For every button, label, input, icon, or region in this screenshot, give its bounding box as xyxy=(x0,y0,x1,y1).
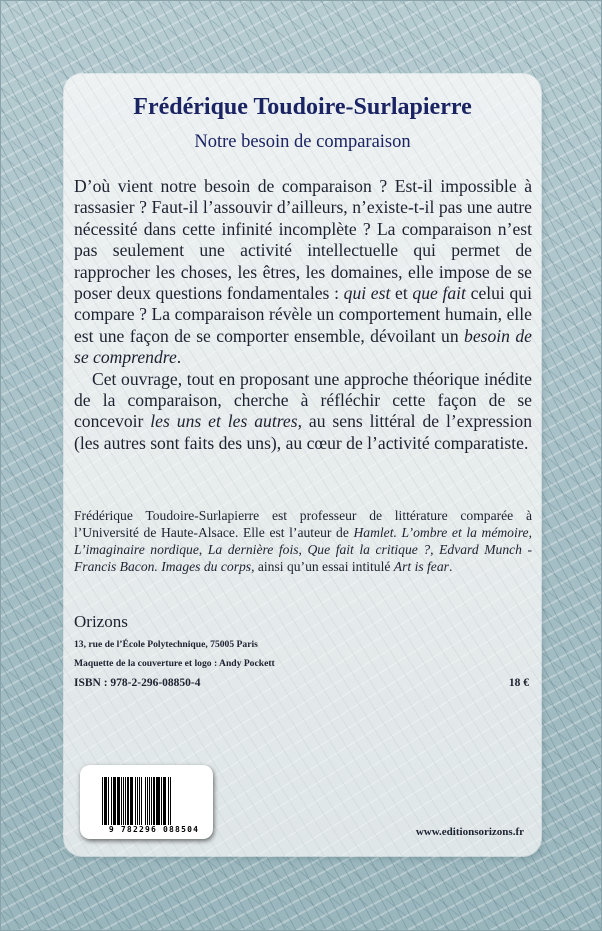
text-run: D’où vient notre besoin de comparaison ? Est-il impossible à rassasier ? Faut-il l’assouvir d’ailleurs, n’existe-t-il pas une autre nécessité dans cette infinité incomplète ? La comparaison n’est pas seulement une activité intellectuelle qui permet de rapprocher les choses, les êtres, les domaines, elle impose de se poser deux questions fondamentales : xyxy=(74,176,532,304)
author-bio-text xyxy=(74,507,532,575)
text-run: . xyxy=(448,559,453,574)
italic-text: La dernière fois xyxy=(207,542,299,557)
italic-text: que fait xyxy=(412,283,466,304)
text-run: , au sens littéral de l’expression (les autres sont faits des uns), au cœur de l’activité comparatiste. xyxy=(74,411,533,453)
publisher-name: Orizons xyxy=(74,612,128,631)
text-run: Cet ouvrage, tout en proposant une approche théorique inédite de la comparaison, cherche à réfléchir cette façon de se concevoir xyxy=(74,368,532,432)
isbn: ISBN : 978-2-296-08850-4 xyxy=(74,677,201,689)
italic-text: Que fait la critique ? xyxy=(307,542,431,557)
cover-credits: Maquette de la couverture et logo : Andy Pockett xyxy=(74,658,275,669)
italic-text: Art is fear xyxy=(393,559,449,574)
text-run: , xyxy=(298,542,308,557)
text-run: , xyxy=(198,542,208,557)
text-run: , ainsi qu’un essai intitulé xyxy=(251,559,394,574)
barcode xyxy=(80,765,213,839)
italic-text: besoin de se comprendre xyxy=(74,325,532,368)
text-run: , xyxy=(528,525,532,540)
blurb-paragraph-2 xyxy=(74,369,532,455)
barcode-digits: 9 782296 088504 xyxy=(98,825,210,834)
text-run: . xyxy=(176,347,182,368)
italic-text: L’imaginaire nordique xyxy=(74,542,199,557)
back-cover-panel xyxy=(64,74,541,856)
italic-text: les uns et les autres xyxy=(150,411,298,432)
italic-text: Edvard Munch - Francis Bacon. Images du corps xyxy=(74,542,533,574)
book-title: Notre besoin de comparaison xyxy=(194,132,411,152)
author-bio xyxy=(74,507,532,575)
price: 18 € xyxy=(508,677,529,689)
text-run: celui qui compare ? La comparaison révèle un comportement humain, elle est une façon de se comporter ensemble, dévoilant un xyxy=(74,283,532,346)
barcode-bars xyxy=(102,777,208,830)
blurb xyxy=(74,176,532,454)
publisher-website[interactable]: www.editionsorizons.fr xyxy=(415,826,524,838)
publisher-address: 13, rue de l’École Polytechnique, 75005 Paris xyxy=(74,639,258,650)
author-name: Frédérique Toudoire-Surlapierre xyxy=(133,94,472,120)
text-run: et xyxy=(390,283,413,304)
italic-text: Hamlet. L’ombre et la mémoire xyxy=(353,525,529,540)
text-run: Frédérique Toudoire-Surlapierre est professeur de littérature comparée à l’Université de Haute-Alsace. Elle est l’auteur de xyxy=(74,508,532,540)
text-run: , xyxy=(430,542,440,557)
blurb-paragraph-1 xyxy=(74,176,532,369)
italic-text: qui est xyxy=(343,283,391,304)
